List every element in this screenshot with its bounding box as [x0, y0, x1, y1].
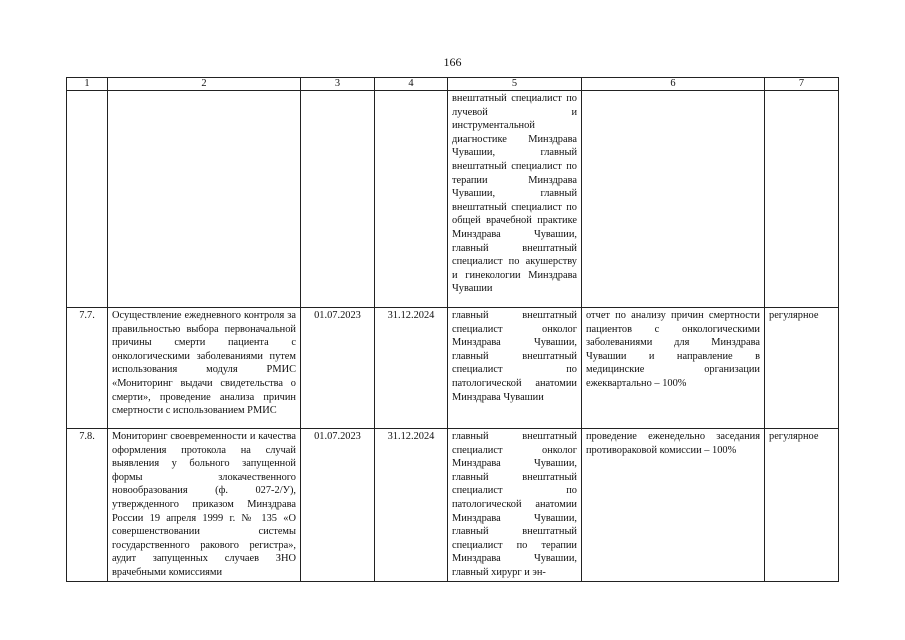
end-date-cell: 31.12.2024 — [375, 308, 448, 429]
column-header: 2 — [108, 78, 301, 91]
result-cell — [582, 91, 765, 308]
start-date-cell: 01.07.2023 — [301, 308, 375, 429]
activity-cell: Мониторинг своевременности и качества оформления протокола на случай выявления у больного запущенной формы злокачественного новообразования (ф. 027-2/У), утвержденного приказом Минздрава России 19 апреля 1999 г. № 135 «О совершенствовании системы государственного ракового регистра», аудит запущенных случаев ЗНО врачебными комиссиями — [108, 429, 301, 582]
plan-table — [66, 77, 839, 582]
table-row — [67, 429, 839, 582]
type-cell: регулярное — [765, 429, 839, 582]
page-number: 166 — [443, 55, 462, 69]
responsible-cell: главный внештатный специалист онколог Минздрава Чувашии, главный внештатный специалист по патологической анатомии Минздрава Чувашии, главный внештатный специалист по терапии Минздрава Чувашии, главный хирург и эн- — [448, 429, 582, 582]
row-number-cell: 7.7. — [67, 308, 108, 429]
header-row — [67, 78, 839, 91]
table-row — [67, 91, 839, 308]
table-row — [67, 308, 839, 429]
end-date-cell: 31.12.2024 — [375, 429, 448, 582]
column-header: 6 — [582, 78, 765, 91]
result-cell: отчет по анализу причин смертности пациентов с онкологическими заболеваниями для Минздрава Чувашии и направление в медицинские организации ежеквартально – 100% — [582, 308, 765, 429]
result-cell: проведение еженедельно заседания противораковой комиссии – 100% — [582, 429, 765, 582]
type-cell: регулярное — [765, 308, 839, 429]
row-number-cell — [67, 91, 108, 308]
column-header: 5 — [448, 78, 582, 91]
column-header: 3 — [301, 78, 375, 91]
responsible-cell: главный внештатный специалист онколог Минздрава Чувашии, главный внештатный специалист по патологической анатомии Минздрава Чувашии — [448, 308, 582, 429]
start-date-cell: 01.07.2023 — [301, 429, 375, 582]
activity-cell: Осуществление ежедневного контроля за правильностью выбора первоначальной причины смерти пациента с онкологическими заболеваниями путем использования модуля РМИС «Мониторинг выдачи свидетельства о смерти», проведение анализа причин смертности с использованием РМИС — [108, 308, 301, 429]
activity-cell — [108, 91, 301, 308]
end-date-cell — [375, 91, 448, 308]
responsible-cell: внештатный специалист по лучевой и инструментальной диагностике Минздрава Чувашии, главный внештатный специалист по терапии Минздрава Чувашии, главный внештатный специалист по общей врачебной практике Минздрава Чувашии, главный внештатный специалист по акушерству и гинекологии Минздрава Чувашии — [448, 91, 582, 308]
column-header: 4 — [375, 78, 448, 91]
type-cell — [765, 91, 839, 308]
row-number-cell: 7.8. — [67, 429, 108, 582]
column-header: 1 — [67, 78, 108, 91]
start-date-cell — [301, 91, 375, 308]
column-header: 7 — [765, 78, 839, 91]
